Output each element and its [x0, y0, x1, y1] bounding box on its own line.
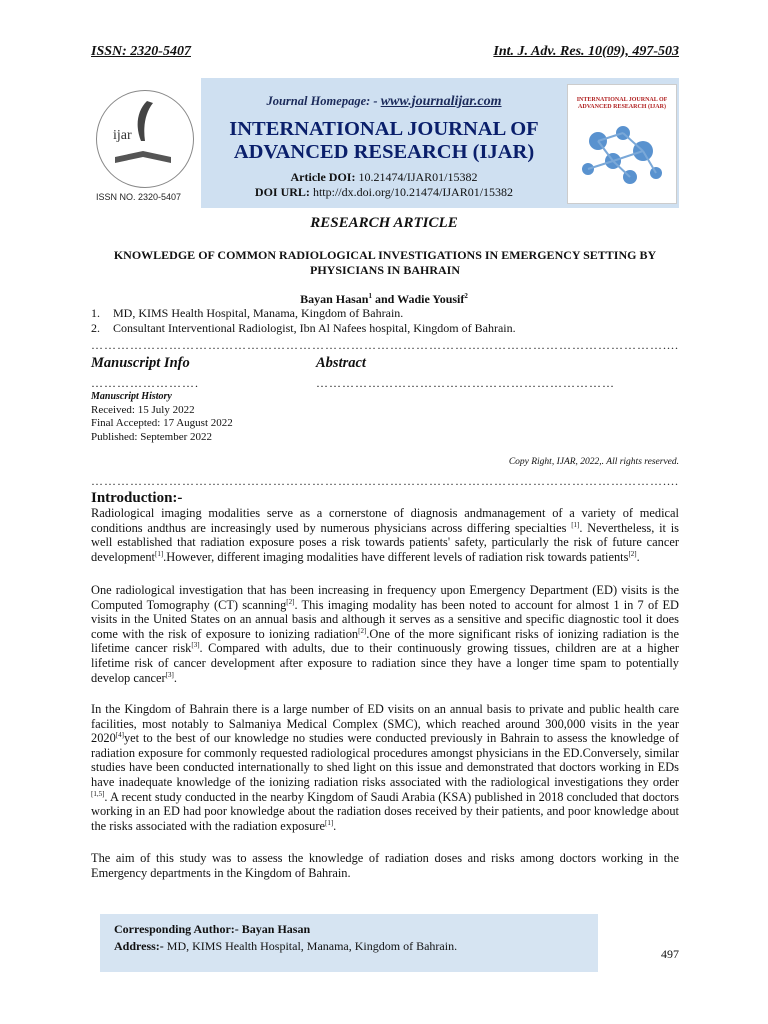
logo-text: ijar [113, 128, 132, 143]
page-number: 497 [661, 947, 679, 961]
text-run: One radiological investigation that has been increasing in frequency upon Emergency Department (ED) visits is the Computed Tomography (CT) scanning [91, 583, 679, 612]
author-and: and [371, 292, 398, 306]
text-run: . [173, 670, 177, 685]
citation-header: Int. J. Adv. Res. 10(09), 497-503 [493, 44, 679, 59]
journal-title [200, 118, 568, 164]
author-2-sup: 2 [464, 292, 468, 300]
author-1-sup: 1 [368, 292, 372, 300]
text-run: . [333, 818, 337, 833]
citation-sup: [4] [115, 731, 124, 740]
citation-sup: [3] [191, 641, 200, 650]
divider-dots-2: …………………………………………………………………………………………………………………….... [91, 474, 679, 488]
intro-paragraph-2 [91, 583, 679, 685]
introduction-heading: Introduction:- [91, 490, 183, 506]
corresponding-author-box [100, 914, 598, 972]
intro-paragraph-1 [91, 506, 679, 564]
paragraph-text [91, 583, 679, 685]
cover-title: INTERNATIONAL JOURNAL OF ADVANCED RESEARCH (IJAR) [576, 97, 668, 110]
molecule-image [568, 111, 676, 191]
address-label: Address:- [114, 939, 164, 953]
citation-sup: [1] [155, 549, 164, 558]
citation-sup: [2] [628, 549, 637, 558]
abstract-dots: …………………………………………………………… [316, 376, 615, 390]
text-run: Radiological imaging modalities serve as a cornerstone of diagnosis andmanagement of a variety of medical conditions andthus are increasingly used by numerous physicians across differing specialties [91, 506, 679, 535]
doi-line [200, 170, 568, 185]
citation-sup: [1] [324, 818, 334, 827]
text-run: .One of the more significant risks of ionizing radiation is the lifetime cancer risk [91, 626, 680, 656]
text-run: In the Kingdom of Bahrain there is a large number of ED visits on an annual basis to private and public health care facilities, most notably to Salmaniya Medical Complex (SMC), which reached around 300,000 visits in the year 2020 [91, 702, 679, 746]
homepage-link[interactable]: www.journalijar.com [380, 94, 502, 109]
accepted-date: Final Accepted: 17 August 2022 [91, 417, 233, 429]
published-date: Published: September 2022 [91, 430, 212, 443]
quill-book-icon [97, 91, 193, 187]
article-type: RESEARCH ARTICLE [310, 215, 458, 231]
citation-sup: [3] [165, 670, 174, 679]
affiliation-num: 1. [91, 306, 100, 320]
corresponding-address [114, 939, 598, 954]
paragraph-text [91, 702, 679, 833]
divider-dots: …………………………………………………………………………………………………………………….... [91, 338, 679, 352]
paragraph-text [91, 506, 679, 564]
issn-header: ISSN: 2320-5407 [91, 44, 191, 59]
affiliation-1 [91, 306, 516, 321]
paragraph-text: The aim of this study was to assess the knowledge of radiation doses and risks among doctors working in the Emergency departments in the Kingdom of Bahrain. [91, 851, 679, 880]
copyright: Copy Right, IJAR, 2022,. All rights reserved. [508, 457, 679, 467]
doi-url-label: DOI URL: [254, 185, 310, 199]
affiliation-2 [91, 321, 516, 336]
doi-value: 10.21474/IJAR01/15382 [358, 170, 478, 184]
intro-paragraph-4 [91, 851, 679, 880]
corresponding-author-label: Corresponding Author:- Bayan Hasan [114, 922, 311, 936]
citation-sup: [1,5] [91, 789, 105, 798]
citation-sup: [2] [358, 626, 367, 635]
manuscript-info-heading: Manuscript Info [91, 355, 190, 371]
affiliations [91, 306, 516, 336]
author-1: Bayan Hasan [300, 292, 369, 306]
affiliation-text: MD, KIMS Health Hospital, Manama, Kingdom of Bahrain. [113, 306, 404, 320]
doi-label: Article DOI: [290, 170, 356, 184]
text-run: . [636, 549, 640, 564]
citation-sup: [2] [286, 597, 295, 606]
intro-paragraph-3 [91, 702, 679, 833]
text-run: yet to the best of our knowledge no studies were conducted previously in Bahrain to assess the knowledge of radiation exposure for commonly requested radiological procedures amongst physicians in the ED.Conversely, similar studies have been conducted internationally to shed light on this issue and demonstrated that doctors working in EDs have inadequate knowledge of the ionizing radiation risks associated with the radiological investigations they order [91, 731, 679, 789]
text-run: . This imaging modality has been noted to account for almost 1 in 7 of ED visits in the United States on an annual basis and although it serves as a sensitive and specific diagnostic tool it does come with the risk of exposure to ionizing radiation [91, 597, 679, 641]
journal-cover [567, 84, 677, 204]
history-label: Manuscript History [91, 391, 172, 402]
info-dots: ……………………. [91, 376, 199, 390]
author-2: Wadie Yousif [397, 292, 465, 306]
article-title: KNOWLEDGE OF COMMON RADIOLOGICAL INVESTIGATIONS IN EMERGENCY SETTING BY PHYSICIANS IN BAHRAIN [113, 248, 657, 277]
journal-title-line1: INTERNATIONAL JOURNAL OF [229, 118, 539, 140]
affiliation-num: 2. [91, 321, 100, 335]
address-text: MD, KIMS Health Hospital, Manama, Kingdom of Bahrain. [163, 939, 458, 953]
doi-url-link[interactable]: http://dx.doi.org/10.21474/IJAR01/15382 [312, 185, 514, 199]
ijar-logo [96, 90, 194, 188]
doi-url-line [200, 185, 568, 200]
authors [0, 292, 768, 307]
abstract-heading: Abstract [316, 355, 366, 371]
text-run: . Compared with adults, due to their continuously growing tissues, children are at a higher lifetime risk of cancer development after exposure to radiation since they have a longer time spam to potentially develop cancer [91, 641, 679, 685]
text-run: . Nevertheless, it is well established that radiation exposure poses a risk towards patients' safety, particularly the risk of future cancer development [91, 520, 679, 564]
manuscript-history [91, 390, 233, 444]
citation-sup: [1] [571, 520, 580, 529]
homepage-line [200, 94, 568, 110]
journal-title-line2: ADVANCED RESEARCH (IJAR) [233, 141, 535, 163]
logo-issn: ISSN NO. 2320-5407 [96, 192, 182, 202]
text-run: . A recent study conducted in the nearby Kingdom of Saudi Arabia (KSA) published in 2018 concluded that doctors working in an ED had poor knowledge about the radiation doses received by their patients, and poor knowledge about the risks associated with the radiation exposure [91, 789, 679, 833]
homepage-label: Journal Homepage: - [266, 94, 378, 108]
text-run: .However, different imaging modalities have different levels of radiation risk towards patients [163, 549, 629, 564]
received-date: Received: 15 July 2022 [91, 403, 195, 416]
affiliation-text: Consultant Interventional Radiologist, Ibn Al Nafees hospital, Kingdom of Bahrain. [113, 321, 516, 335]
